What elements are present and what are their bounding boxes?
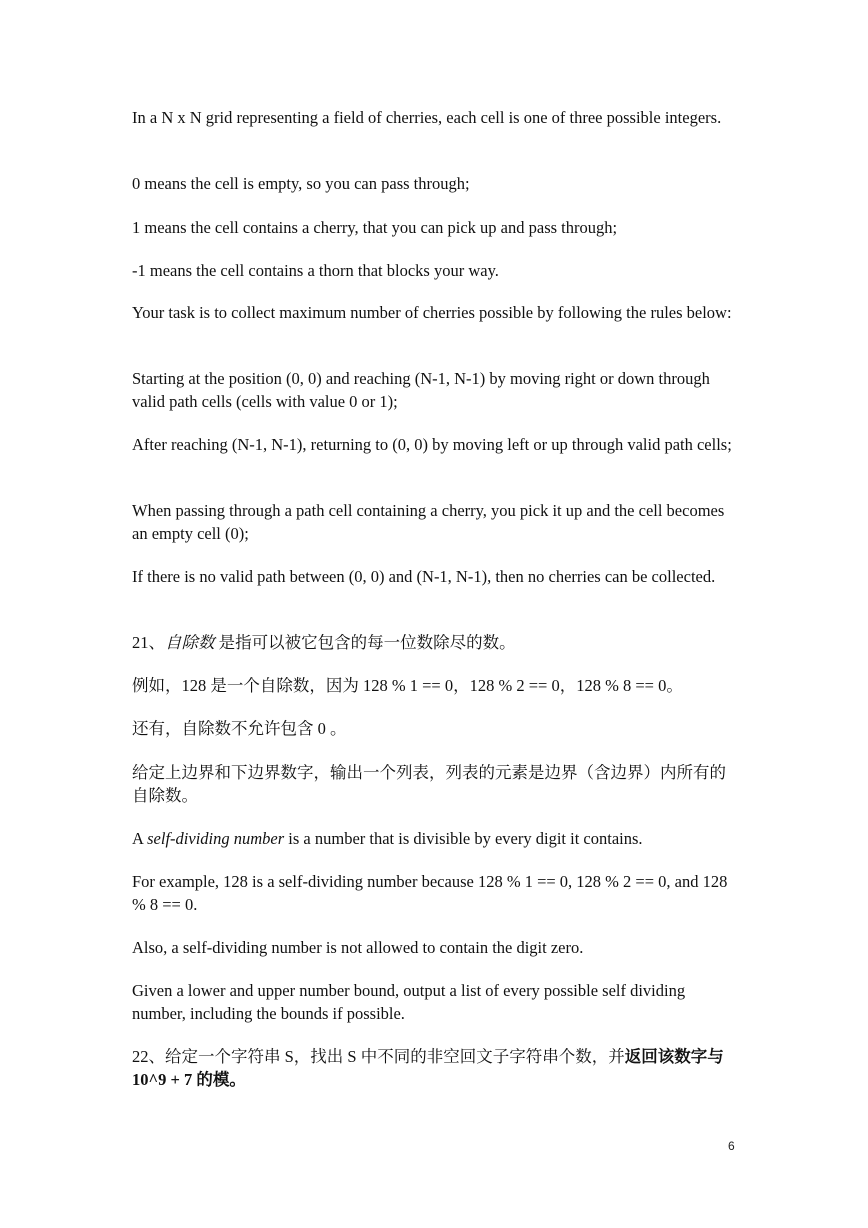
paragraph-problem-21-title	[132, 631, 732, 654]
paragraph-no-zero-en: Also, a self-dividing number is not allowed to contain the digit zero.	[132, 938, 584, 957]
paragraph-bounds-en: Given a lower and upper number bound, output a list of every possible self dividing number, including the bounds if possible.	[132, 981, 686, 1023]
problem-22-text: 22、给定一个字符串 S，找出 S 中不同的非空回文子字符串个数，并	[132, 1047, 625, 1066]
paragraph-rule-one: 1 means the cell contains a cherry, that you can pick up and pass through;	[132, 218, 618, 237]
paragraph-rule-zero: 0 means the cell is empty, so you can pass through;	[132, 174, 470, 193]
paragraph-problem-22	[132, 1045, 732, 1091]
paragraph-bounds-zh: 给定上边界和下边界数字，输出一个列表，列表的元素是边界（含边界）内所有的自除数。	[132, 763, 726, 805]
paragraph-start-rule: Starting at the position (0, 0) and reaching (N-1, N-1) by moving right or down through valid path cells (cells with value 0 or 1);	[132, 369, 710, 411]
paragraph-definition-en	[132, 827, 732, 850]
definition-prefix: A	[132, 829, 148, 848]
paragraph-no-zero-zh: 还有，自除数不允许包含 0 。	[132, 719, 347, 738]
paragraph-no-path-rule: If there is no valid path between (0, 0) and (N-1, N-1), then no cherries can be collected.	[132, 567, 716, 586]
term-self-dividing-zh: 自除数	[165, 633, 215, 652]
paragraph-cherry-grid-intro: In a N x N grid representing a field of cherries, each cell is one of three possible integers.	[132, 108, 722, 127]
page-number: 6	[728, 1139, 735, 1153]
paragraph-example-zh: 例如，128 是一个自除数，因为 128 % 1 == 0，128 % 2 == 0，128 % 8 == 0。	[132, 676, 683, 695]
paragraph-example-en: For example, 128 is a self-dividing number because 128 % 1 == 0, 128 % 2 == 0, and 128 % 8 == 0.	[132, 872, 728, 914]
paragraph-pickup-rule: When passing through a path cell containing a cherry, you pick it up and the cell becomes an empty cell (0);	[132, 501, 725, 543]
term-self-dividing-en: self-dividing number	[147, 829, 285, 848]
problem-21-definition: 是指可以被它包含的每一位数除尽的数。	[214, 633, 516, 652]
paragraph-task: Your task is to collect maximum number of cherries possible by following the rules below:	[132, 303, 732, 322]
problem-22-bold-text: 返回该数字与 10^9 + 7 的模。	[132, 1047, 724, 1089]
problem-number: 21、	[132, 633, 165, 652]
paragraph-return-rule: After reaching (N-1, N-1), returning to (0, 0) by moving left or up through valid path cells;	[132, 435, 732, 454]
definition-rest: is a number that is divisible by every digit it contains.	[284, 829, 643, 848]
paragraph-rule-minus-one: -1 means the cell contains a thorn that blocks your way.	[132, 261, 499, 280]
